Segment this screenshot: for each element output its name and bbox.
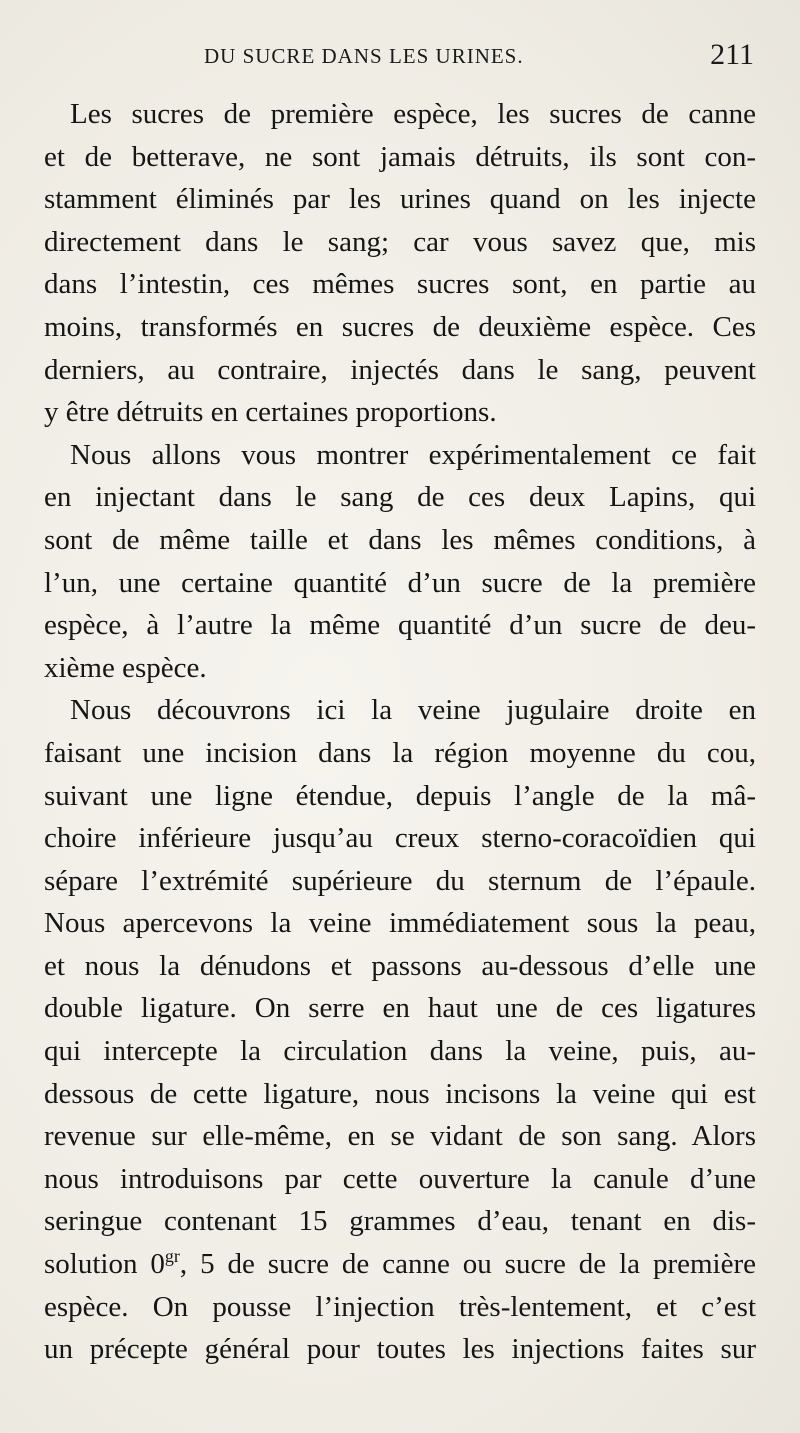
text-line: moins, transformés en sucres de deuxième espèce. Ces bbox=[44, 310, 756, 343]
text-line: stamment éliminés par les urines quand on les injecte bbox=[44, 183, 756, 216]
text-line: sont de même taille et dans les mêmes conditions, à bbox=[44, 523, 756, 556]
page-number: 211 bbox=[710, 38, 754, 71]
text-line: Nous allons vous montrer expérimentalement ce fait bbox=[70, 438, 756, 471]
text-line: espèce. On pousse l’injection très-lentement, et c’est bbox=[44, 1290, 756, 1323]
text-line: suivant une ligne étendue, depuis l’angle de la mâ- bbox=[44, 779, 756, 812]
text-line: derniers, au contraire, injectés dans le sang, peuvent bbox=[44, 353, 756, 386]
text-line: faisant une incision dans la région moyenne du cou, bbox=[44, 736, 756, 769]
text-line: choire inférieure jusqu’au creux sterno-coracoïdien qui bbox=[44, 822, 756, 855]
text-line: xième espèce. bbox=[44, 651, 207, 684]
text-line: et nous la dénudons et passons au-dessous d’elle une bbox=[44, 949, 756, 982]
text-line: l’un, une certaine quantité d’un sucre de la première bbox=[44, 566, 756, 599]
text-line: seringue contenant 15 grammes d’eau, tenant en dis- bbox=[44, 1205, 756, 1238]
text-line: qui intercepte la circulation dans la veine, puis, au- bbox=[44, 1035, 756, 1068]
text-line: Les sucres de première espèce, les sucres de canne bbox=[70, 98, 756, 130]
text-line: espèce, à l’autre la même quantité d’un sucre de deu- bbox=[44, 609, 756, 642]
page-header bbox=[44, 38, 756, 78]
text-line: nous introduisons par cette ouverture la canule d’une bbox=[44, 1162, 756, 1195]
text-line: double ligature. On serre en haut une de ces ligatures bbox=[44, 992, 756, 1025]
text-line: sépare l’extrémité supérieure du sternum de l’épaule. bbox=[44, 864, 756, 897]
body-text bbox=[44, 93, 756, 1371]
text-line: dessous de cette ligature, nous incisons la veine qui est bbox=[44, 1077, 756, 1110]
text-line: et de betterave, ne sont jamais détruits, ils sont con- bbox=[44, 140, 756, 173]
text-line: Nous découvrons ici la veine jugulaire droite en bbox=[70, 694, 756, 727]
unit-superscript: gr bbox=[164, 1246, 180, 1267]
text-line: un précepte général pour toutes les injections faites sur bbox=[44, 1333, 756, 1366]
text-line: Nous apercevons la veine immédiatement sous la peau, bbox=[44, 907, 756, 940]
text-fragment: solution 0 bbox=[44, 1248, 165, 1281]
text-line bbox=[44, 1243, 756, 1286]
text-line: y être détruits en certaines proportions. bbox=[44, 396, 497, 429]
text-fragment: , 5 de sucre de canne ou sucre de la première bbox=[179, 1248, 756, 1281]
text-line: dans l’intestin, ces mêmes sucres sont, en partie au bbox=[44, 268, 756, 301]
text-line: en injectant dans le sang de ces deux Lapins, qui bbox=[44, 481, 756, 514]
text-line: revenue sur elle-même, en se vidant de son sang. Alors bbox=[44, 1120, 756, 1153]
text-line: directement dans le sang; car vous savez que, mis bbox=[44, 225, 756, 258]
running-title: DU SUCRE DANS LES URINES. bbox=[204, 44, 524, 68]
